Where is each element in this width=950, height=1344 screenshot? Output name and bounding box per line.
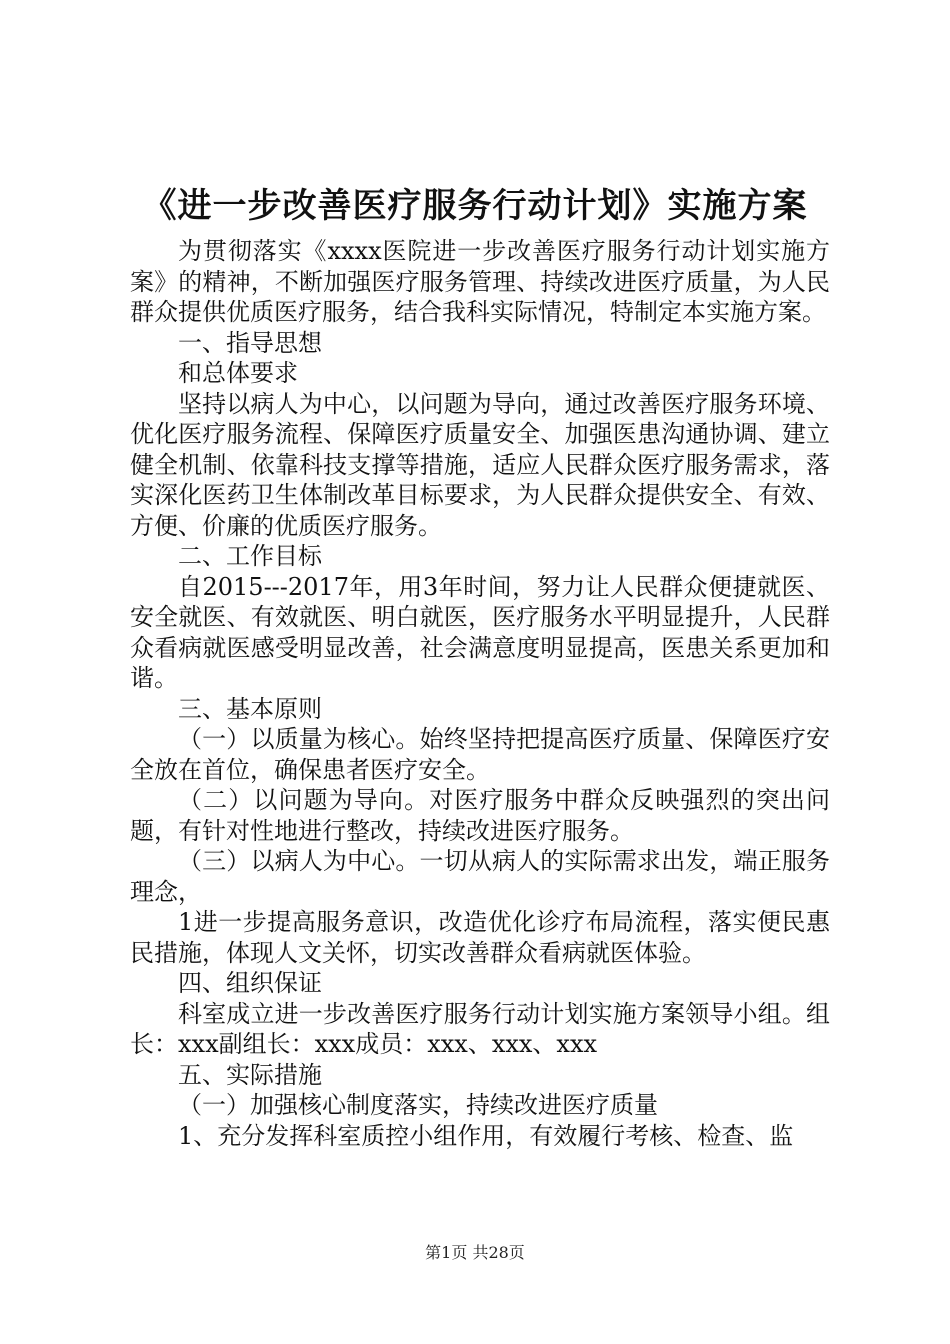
- paragraph-measure-1: 1、充分发挥科室质控小组作用，有效履行考核、检查、监: [178, 1121, 794, 1150]
- document-body: [130, 236, 830, 1151]
- paragraph-guiding-ideology: 坚持以病人为中心，以问题为导向，通过改善医疗服务环境、优化医疗服务流程、保障医疗质量安全、加强医患沟通协调、建立健全机制、依靠科技支撑等措施，适应人民群众医疗服务需求，落实深化医药卫生体制改革目标要求，为人民群众提供安全、有效、方便、价廉的优质医疗服务。: [130, 389, 830, 540]
- paragraph-principle-3-item-1: 1进一步提高服务意识，改造优化诊疗布局流程，落实便民惠民措施，体现人文关怀，切实改善群众看病就医体验。: [130, 908, 830, 967]
- paragraph-principle-2: （二）以问题为导向。对医疗服务中群众反映强烈的突出问题，有针对性地进行整改，持续改进医疗服务。: [130, 786, 830, 845]
- document-title: 《进一步改善医疗服务行动计划》实施方案: [142, 186, 808, 226]
- section-heading-1-cont: 和总体要求: [178, 359, 298, 387]
- section-heading-1: 一、指导思想: [178, 328, 322, 357]
- paragraph-principle-1: （一）以质量为核心。始终坚持把提高医疗质量、保障医疗安全放在首位，确保患者医疗安全。: [130, 725, 830, 784]
- section-heading-2: 二、工作目标: [178, 542, 322, 570]
- section-heading-5: 五、实际措施: [178, 1060, 322, 1089]
- subsection-heading-5-1: （一）加强核心制度落实，持续改进医疗质量: [178, 1091, 658, 1119]
- section-heading-4: 四、组织保证: [178, 969, 322, 997]
- page-number-footer: 第1页 共28页: [425, 1243, 525, 1262]
- paragraph-work-goals: 自2015---2017年，用3年时间，努力让人民群众便捷就医、安全就医、有效就医、明白就医，医疗服务水平明显提升，人民群众看病就医感受明显改善，社会满意度明显提高，医患关系更加和谐。: [130, 572, 830, 692]
- paragraph-principle-3: （三）以病人为中心。一切从病人的实际需求出发，端正服务理念，: [130, 847, 830, 906]
- paragraph-organization: 科室成立进一步改善医疗服务行动计划实施方案领导小组。组长：xxx副组长：xxx成员：xxx、xxx、xxx: [130, 999, 830, 1058]
- section-heading-3: 三、基本原则: [178, 694, 322, 723]
- paragraph-intro: 为贯彻落实《xxxx医院进一步改善医疗服务行动计划实施方案》的精神，不断加强医疗服务管理、持续改进医疗质量，为人民群众提供优质医疗服务，结合我科实际情况，特制定本实施方案。: [130, 237, 830, 326]
